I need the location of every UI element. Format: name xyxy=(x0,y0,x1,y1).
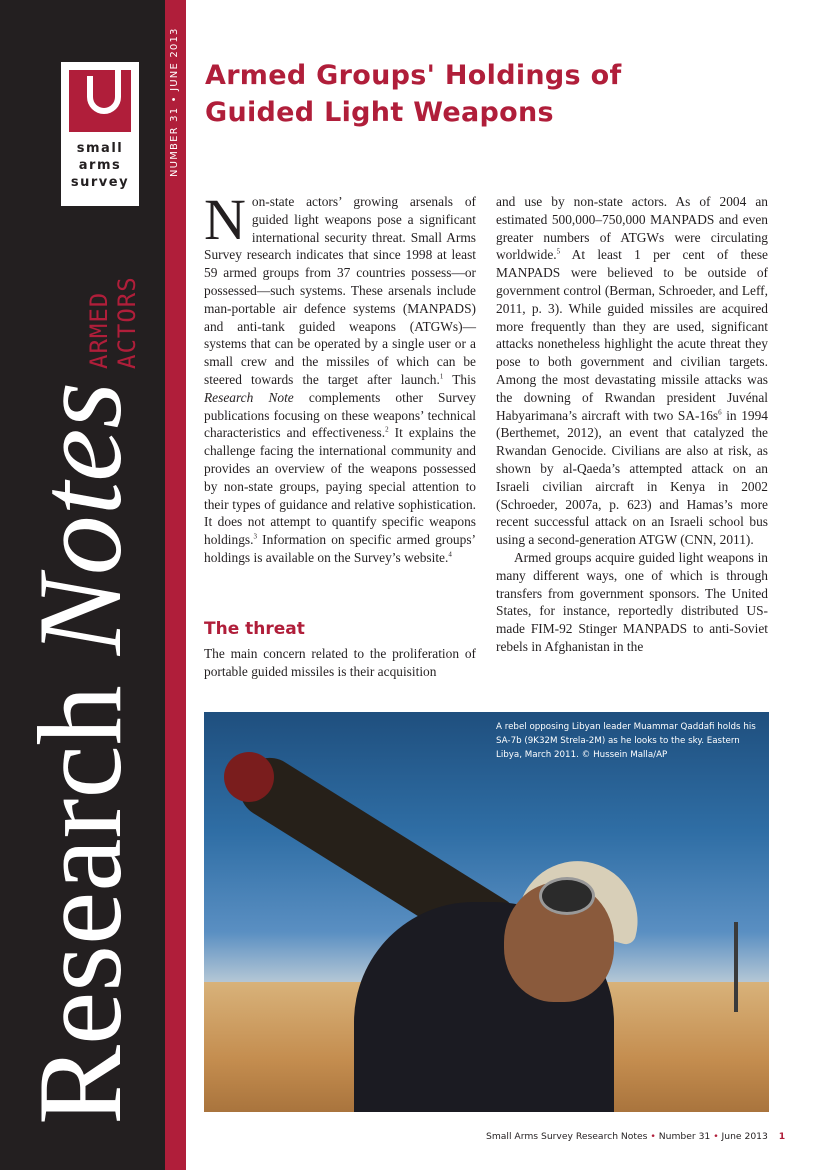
series-word-notes: Notes xyxy=(13,381,146,656)
series-word-research: Research xyxy=(13,685,146,1125)
paragraph-right-2: Armed groups acquire guided light weapons in many different ways, one of which is through transfers from government sponsors. The United States, for instance, reportedly distributed US-made FIM-92 Stinger MANPADS to anti-Soviet rebels in Afghanistan in the xyxy=(496,549,768,654)
page-title: Armed Groups' Holdings of Guided Light Weapons xyxy=(205,60,622,128)
photo-caption: A rebel opposing Libyan leader Muammar Qaddafi holds his SA-7b (9K32M Strela-2M) as he looks to the sky. Eastern Libya, March 2011. © Hussein Malla/AP xyxy=(496,722,756,760)
paragraph-right-1: and use by non-state actors. As of 2004 an estimated 500,000–750,000 MANPADS and even greater numbers of ATGWs were circulating worldwide.$^5$ At least 1 per cent of these MANPADS were believed to be outside of government control (Berman, Schroeder, and Leff, 2011, p. 3). While guided missiles are acquired more frequently than they are used, significant attacks nonetheless highlight the acute threat they pose to both government and civilian targets. Among the most devastating missile attacks was the downing of Rwandan president Juvénal Habyarimana’s aircraft with two $SA-16s^6$ in 1994 (Berthemet, 2012), an event that catalyzed the Rwandan Genocide. Civilians are also at risk, as shown by al-Qaeda’s attempted attack on an Israeli civilian aircraft in Kenya in 2002 (Schroeder, 2007a, p. 623) and Hamas’s more recent successful attack on an Israeli school bus using a second-generation ATGW (CNN, 2011). xyxy=(496,194,768,548)
small-arms-survey-logo xyxy=(59,60,141,208)
section-heading: The threat xyxy=(204,619,305,639)
page-number: 1 xyxy=(778,1131,786,1142)
section-label: ARMED ACTORS xyxy=(85,276,141,369)
body-column-left xyxy=(204,187,476,567)
paragraph-threat: The main concern related to the proliferation of portable guided missiles is their acquisition xyxy=(204,646,476,679)
logo-mark-icon xyxy=(69,70,131,132)
issue-number: NUMBER 31 • JUNE 2013 xyxy=(169,27,180,177)
feature-photo xyxy=(204,712,769,1112)
paragraph-intro: Non-state actors’ growing arsenals of guided light weapons pose a significant international security threat. Small Arms Survey research indicates that since 1998 at least 59 armed groups from 37 countries possess—or possessed—such systems. These arsenals include man-portable air defence systems (MANPADS) and anti-tank guided weapons (ATGWs)—systems that can be operated by a single user or a small crew and the missiles of which can be steered towards the target after launch.$^1$ This Research Note complements other Survey publications focusing on these weapons’ technical characteristics and effectiveness.$^2$ It explains the challenge facing the international community and provides an overview of the weapons possessed by non-state groups, paying special attention to their types of guidance and relative sophistication. It does not attempt to quantify specific weapons holdings.$^3$ Information on specific armed groups’ holdings is available on the Survey’s website.$^4$ xyxy=(204,187,476,565)
series-title xyxy=(13,381,146,1125)
drop-cap: N xyxy=(204,187,246,252)
logo-text: small arms survey xyxy=(70,141,130,190)
body-column-right xyxy=(496,193,768,656)
page-footer: Small Arms Survey Research Notes • Number 31 • June 2013 1 xyxy=(486,1131,786,1142)
